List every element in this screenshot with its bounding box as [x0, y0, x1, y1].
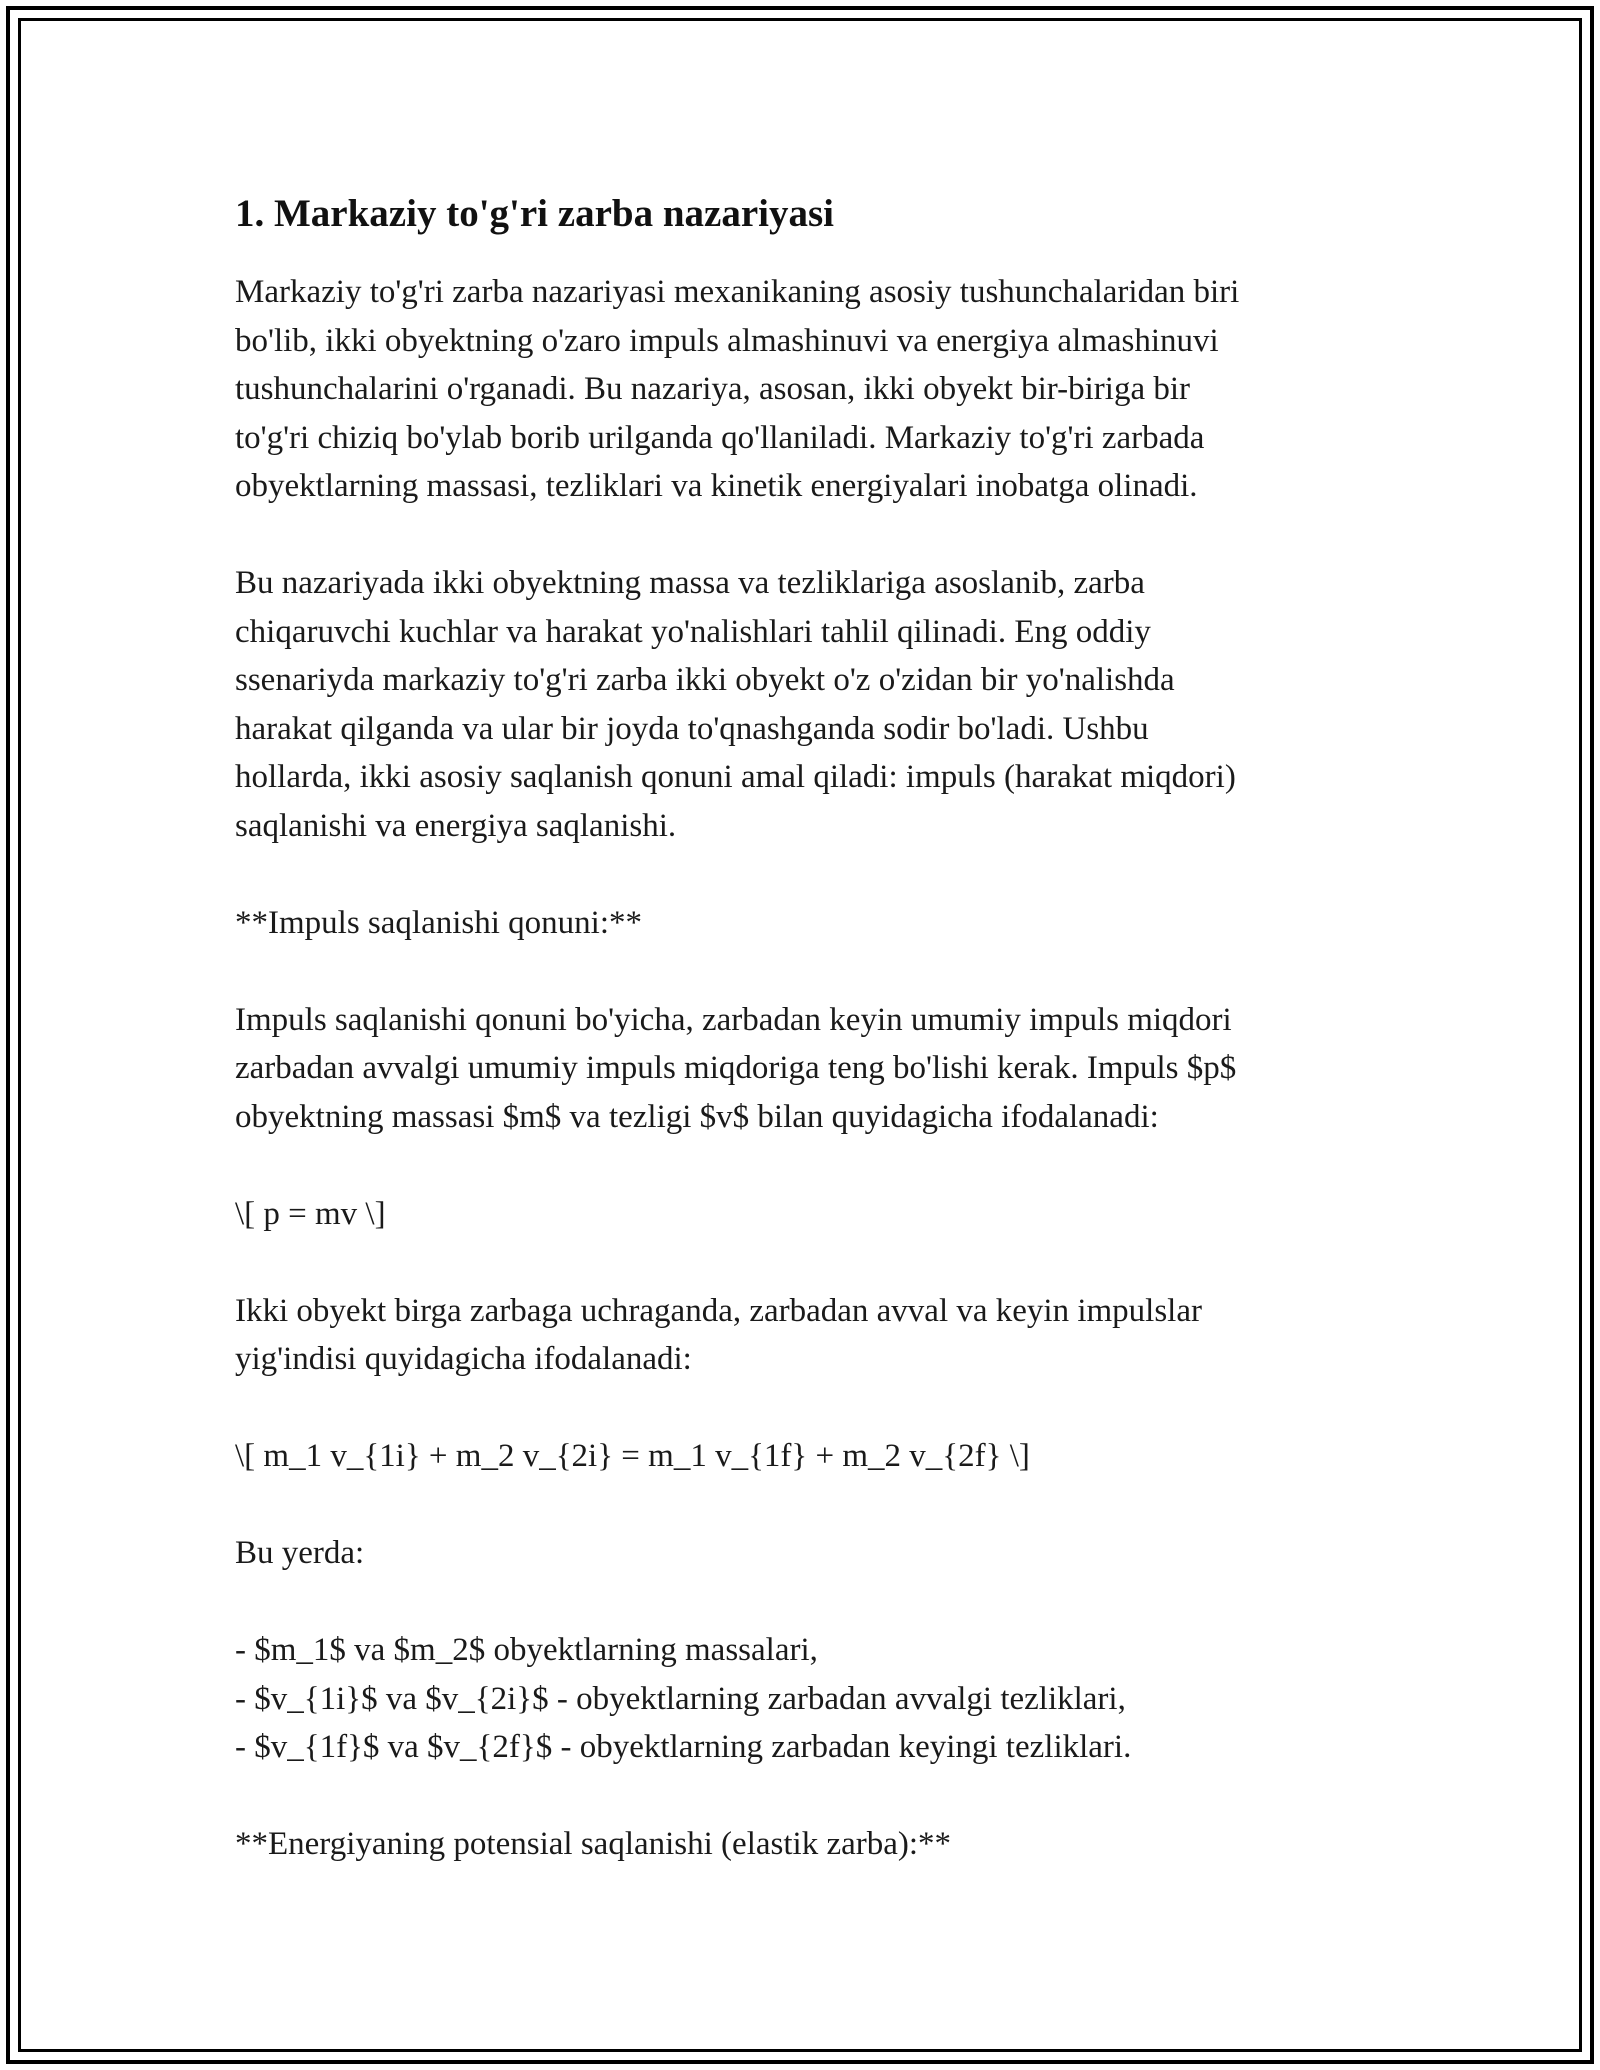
paragraph-gap [235, 947, 1365, 996]
document-body [235, 188, 1365, 1869]
paragraph-gap [235, 1578, 1365, 1627]
paragraph-conservation-laws: Bu nazariyada ikki obyektning massa va tezliklariga asoslanib, zarba chiqaruvchi kuchlar va harakat yo'nalishlari tahlil qilinadi. Eng oddiy ssenariyda markaziy to'g'ri zarba ikki obyekt o'z o'zidan bir yo'nalishda harakat qilganda va ular bir joyda to'qnashganda sodir bo'ladi. Ushbu hollarda, ikki asosiy saqlanish qonuni amal qiladi: impuls (harakat miqdori) saqlanishi va energiya saqlanishi. [235, 565, 1236, 844]
paragraph-gap [235, 511, 1365, 560]
paragraph-gap [235, 1384, 1365, 1433]
formula-momentum-conservation: \[ m_1 v_{1i} + m_2 v_{2i} = m_1 v_{1f} + m_2 v_{2f} \] [235, 1438, 1030, 1474]
paragraph-gap [235, 1238, 1365, 1287]
formula-momentum: \[ p = mv \] [235, 1195, 386, 1232]
paragraph-gap [235, 1772, 1365, 1821]
paragraph-intro: Markaziy to'g'ri zarba nazariyasi mexanikaning asosiy tushunchalaridan biri bo'lib, ikki obyektning o'zaro impuls almashinuvi va energiya almashinuvi tushunchalarini o'rganadi. Bu nazariya, asosan, ikki obyekt bir-biriga bir to'g'ri chiziq bo'ylab borib urilganda qo'llaniladi. Markaziy to'g'ri zarbada obyektlarning massasi, tezliklari va kinetik energiyalari inobatga olinadi. [235, 274, 1240, 504]
paragraph-gap [235, 1481, 1365, 1530]
subheading-energy-conservation: **Energiyaning potensial saqlanishi (elastik zarba):** [235, 1826, 952, 1862]
paragraph-impulse-definition: Impuls saqlanishi qonuni bo'yicha, zarbadan keyin umumiy impuls miqdori zarbadan avvalgi umumiy impuls miqdoriga teng bo'lishi kerak. Impuls $p$ obyektning massasi $m$ va tezligi $v$ bilan quyidagicha ifodalanadi: [235, 1001, 1237, 1135]
subheading-impulse-law: **Impuls saqlanishi qonuni:** [235, 904, 642, 941]
paragraph-two-objects: Ikki obyekt birga zarbaga uchraganda, zarbadan avval va keyin impulslar yig'indisi quyidagicha ifodalanadi: [235, 1292, 1202, 1377]
section-heading: 1. Markaziy to'g'ri zarba nazariyasi [235, 192, 834, 235]
paragraph-gap [235, 850, 1365, 899]
paragraph-where: Bu yerda: [235, 1535, 365, 1571]
variable-definition-list: - $m_1$ va $m_2$ obyektlarning massalari, - $v_{1i}$ va $v_{2i}$ - obyektlarning zarbadan avvalgi tezliklari, - $v_{1f}$ va $v_{2f}$ - obyektlarning zarbadan keyingi tezliklari. [235, 1632, 1132, 1765]
paragraph-gap [235, 1141, 1365, 1190]
